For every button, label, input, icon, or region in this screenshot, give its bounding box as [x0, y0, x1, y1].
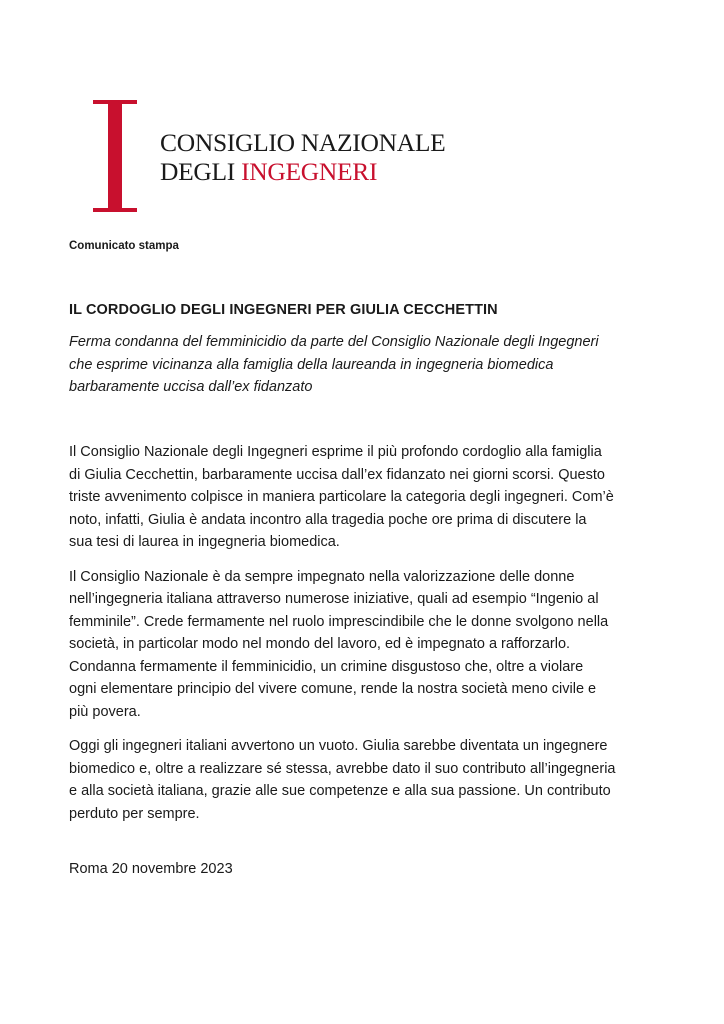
- paragraph-line: nell’ingegneria italiana attraverso numerose iniziative, quali ad esempio “Ingenio al: [69, 591, 599, 607]
- paragraph-line: Condanna fermamente il femminicidio, un crimine disgustoso che, oltre a violare: [69, 658, 584, 675]
- logo-i-mark-icon: [93, 100, 137, 212]
- paragraph-line: società, in particolar modo nel mondo del lavoro, ed è impegnato a rafforzarlo.: [69, 636, 571, 652]
- logo-line-2: [160, 157, 445, 186]
- paragraph-line: perduto per sempre.: [69, 805, 200, 822]
- logo-line-2-accent: INGEGNERI: [241, 157, 378, 186]
- subtitle-line: che esprime vicinanza alla famiglia della laureanda in ingegneria biomedica: [69, 356, 554, 373]
- paragraph-line: ogni elementare principio del vivere comune, rende la nostra società meno civile e: [69, 681, 597, 697]
- logo-line-2-plain: DEGLI: [160, 157, 242, 186]
- document-date: Roma 20 novembre 2023: [69, 861, 233, 877]
- document-body: [69, 441, 669, 837]
- document-title: IL CORDOGLIO DEGLI INGEGNERI PER GIULIA CECCHETTIN: [69, 302, 498, 318]
- subtitle-line: barbaramente uccisa dall’ex fidanzato: [69, 379, 313, 395]
- paragraph-line: Il Consiglio Nazionale degli Ingegneri esprime il più profondo cordoglio alla famiglia: [69, 444, 602, 460]
- paragraph-line: triste avvenimento colpisce in maniera particolare la categoria degli ingegneri. Com’è: [69, 489, 614, 505]
- paragraph-line: più povera.: [69, 703, 141, 720]
- paragraph-line: femminile”. Crede fermamente nel ruolo imprescindibile che le donne svolgono nella: [69, 613, 609, 630]
- logo-wordmark: [160, 128, 445, 186]
- paragraph-line: Oggi gli ingegneri italiani avvertono un vuoto. Giulia sarebbe diventata un ingegnere: [69, 738, 608, 754]
- body-paragraph-1: [69, 441, 669, 554]
- press-release-label: Comunicato stampa: [69, 240, 179, 252]
- body-paragraph-2: [69, 566, 669, 724]
- paragraph-line: e alla società italiana, grazie alle sue competenze e alla sua passione. Un contributo: [69, 783, 611, 799]
- subtitle-line: Ferma condanna del femminicidio da parte del Consiglio Nazionale degli Ingegneri: [69, 334, 599, 350]
- paragraph-line: sua tesi di laurea in ingegneria biomedica.: [69, 534, 340, 550]
- document-subtitle: [69, 331, 659, 399]
- body-paragraph-3: [69, 735, 669, 825]
- paragraph-line: Il Consiglio Nazionale è da sempre impegnato nella valorizzazione delle donne: [69, 568, 575, 585]
- paragraph-line: biomedico e, oltre a realizzare sé stessa, avrebbe dato il suo contributo all’ingegneria: [69, 760, 616, 777]
- paragraph-line: noto, infatti, Giulia è andata incontro alla tragedia poche ore prima di discutere la: [69, 511, 587, 528]
- paragraph-line: di Giulia Cecchettin, barbaramente uccisa dall’ex fidanzato nei giorni scorsi. Questo: [69, 466, 605, 483]
- logo-line-1: CONSIGLIO NAZIONALE: [160, 128, 446, 157]
